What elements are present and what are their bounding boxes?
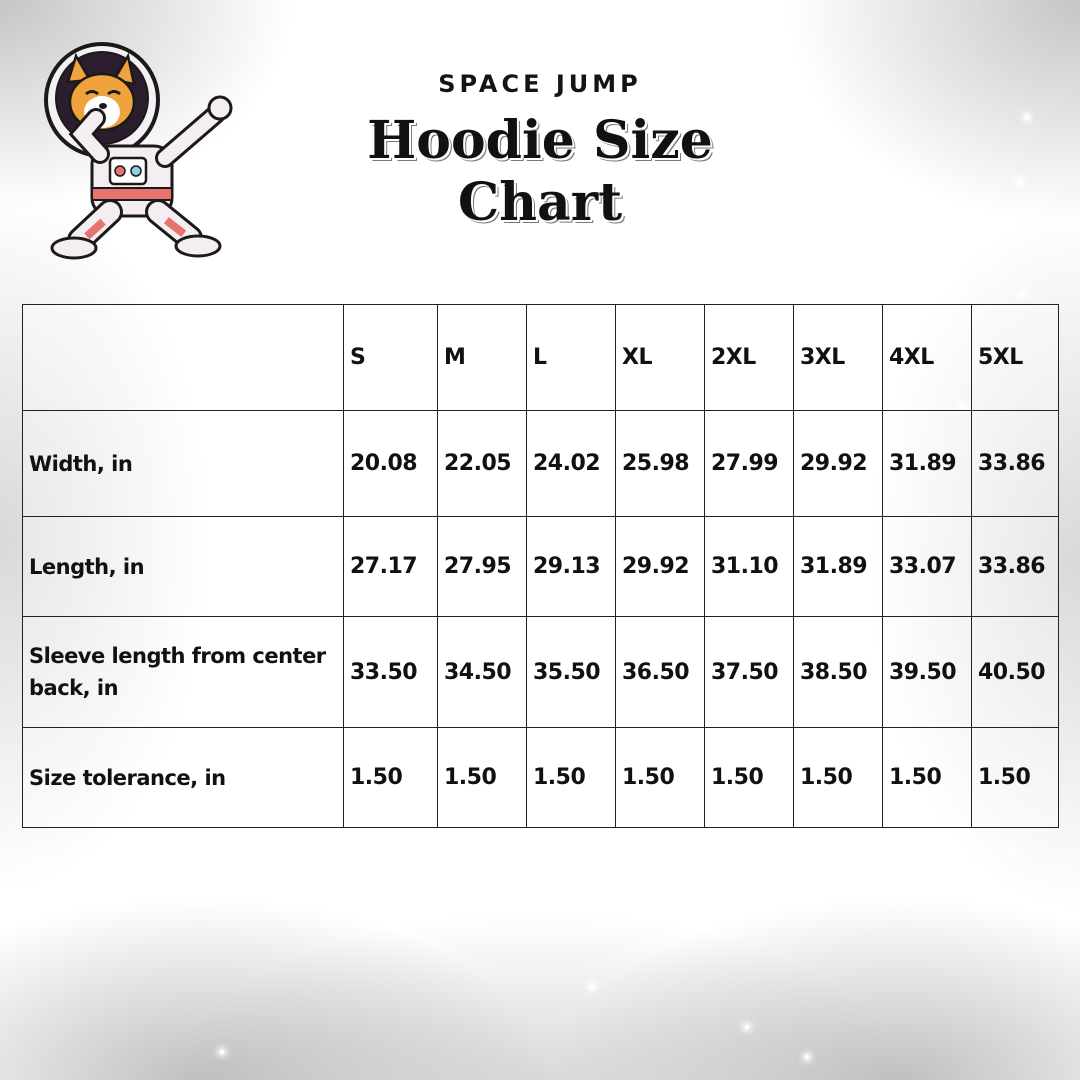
table-cell: 40.50	[972, 617, 1059, 728]
row-label: Size tolerance, in	[23, 728, 344, 828]
table-cell: 24.02	[527, 411, 616, 517]
table-row	[23, 411, 1059, 517]
title-line-1: Hoodie Size	[367, 110, 713, 171]
table-cell: 39.50	[883, 617, 972, 728]
sparkle-icon	[40, 860, 44, 864]
table-cell: 29.92	[794, 411, 883, 517]
table-cell: 38.50	[794, 617, 883, 728]
size-chart-table	[22, 304, 1059, 828]
table-header-row	[23, 305, 1059, 411]
table-cell: 20.08	[344, 411, 438, 517]
sparkle-icon	[805, 1055, 809, 1059]
row-label: Sleeve length from center back, in	[23, 617, 344, 728]
size-header: XL	[616, 305, 705, 411]
table-cell: 29.13	[527, 517, 616, 617]
table-cell: 1.50	[883, 728, 972, 828]
sparkle-icon	[220, 1050, 224, 1054]
table-cell: 33.50	[344, 617, 438, 728]
table-cell: 33.86	[972, 517, 1059, 617]
table-row	[23, 728, 1059, 828]
size-header: 2XL	[705, 305, 794, 411]
title-line-2: Chart	[457, 172, 623, 233]
table-cell: 1.50	[344, 728, 438, 828]
page-title	[0, 110, 1080, 234]
sparkle-icon	[1010, 850, 1014, 854]
corner-cell	[23, 305, 344, 411]
size-header: M	[438, 305, 527, 411]
table-cell: 1.50	[794, 728, 883, 828]
table-cell: 25.98	[616, 411, 705, 517]
table-cell: 1.50	[705, 728, 794, 828]
size-header: 5XL	[972, 305, 1059, 411]
size-header: L	[527, 305, 616, 411]
table-cell: 27.99	[705, 411, 794, 517]
table-cell: 33.07	[883, 517, 972, 617]
table-cell: 1.50	[527, 728, 616, 828]
sparkle-icon	[590, 985, 594, 989]
table-cell: 1.50	[438, 728, 527, 828]
table-cell: 33.86	[972, 411, 1059, 517]
table-cell: 22.05	[438, 411, 527, 517]
brand-name: SPACE JUMP	[438, 70, 642, 98]
table-cell: 29.92	[616, 517, 705, 617]
table-cell: 31.10	[705, 517, 794, 617]
size-header: 4XL	[883, 305, 972, 411]
table-cell: 35.50	[527, 617, 616, 728]
row-label: Length, in	[23, 517, 344, 617]
table-cell: 34.50	[438, 617, 527, 728]
table-row	[23, 617, 1059, 728]
table-cell: 31.89	[883, 411, 972, 517]
table-cell: 27.95	[438, 517, 527, 617]
table-cell: 31.89	[794, 517, 883, 617]
size-header: S	[344, 305, 438, 411]
row-label: Width, in	[23, 411, 344, 517]
table-cell: 1.50	[616, 728, 705, 828]
size-header: 3XL	[794, 305, 883, 411]
table-cell: 37.50	[705, 617, 794, 728]
sparkle-icon	[745, 1025, 749, 1029]
table-cell: 1.50	[972, 728, 1059, 828]
table-cell: 27.17	[344, 517, 438, 617]
table-cell: 36.50	[616, 617, 705, 728]
table-row	[23, 517, 1059, 617]
sparkle-icon	[1020, 292, 1024, 296]
